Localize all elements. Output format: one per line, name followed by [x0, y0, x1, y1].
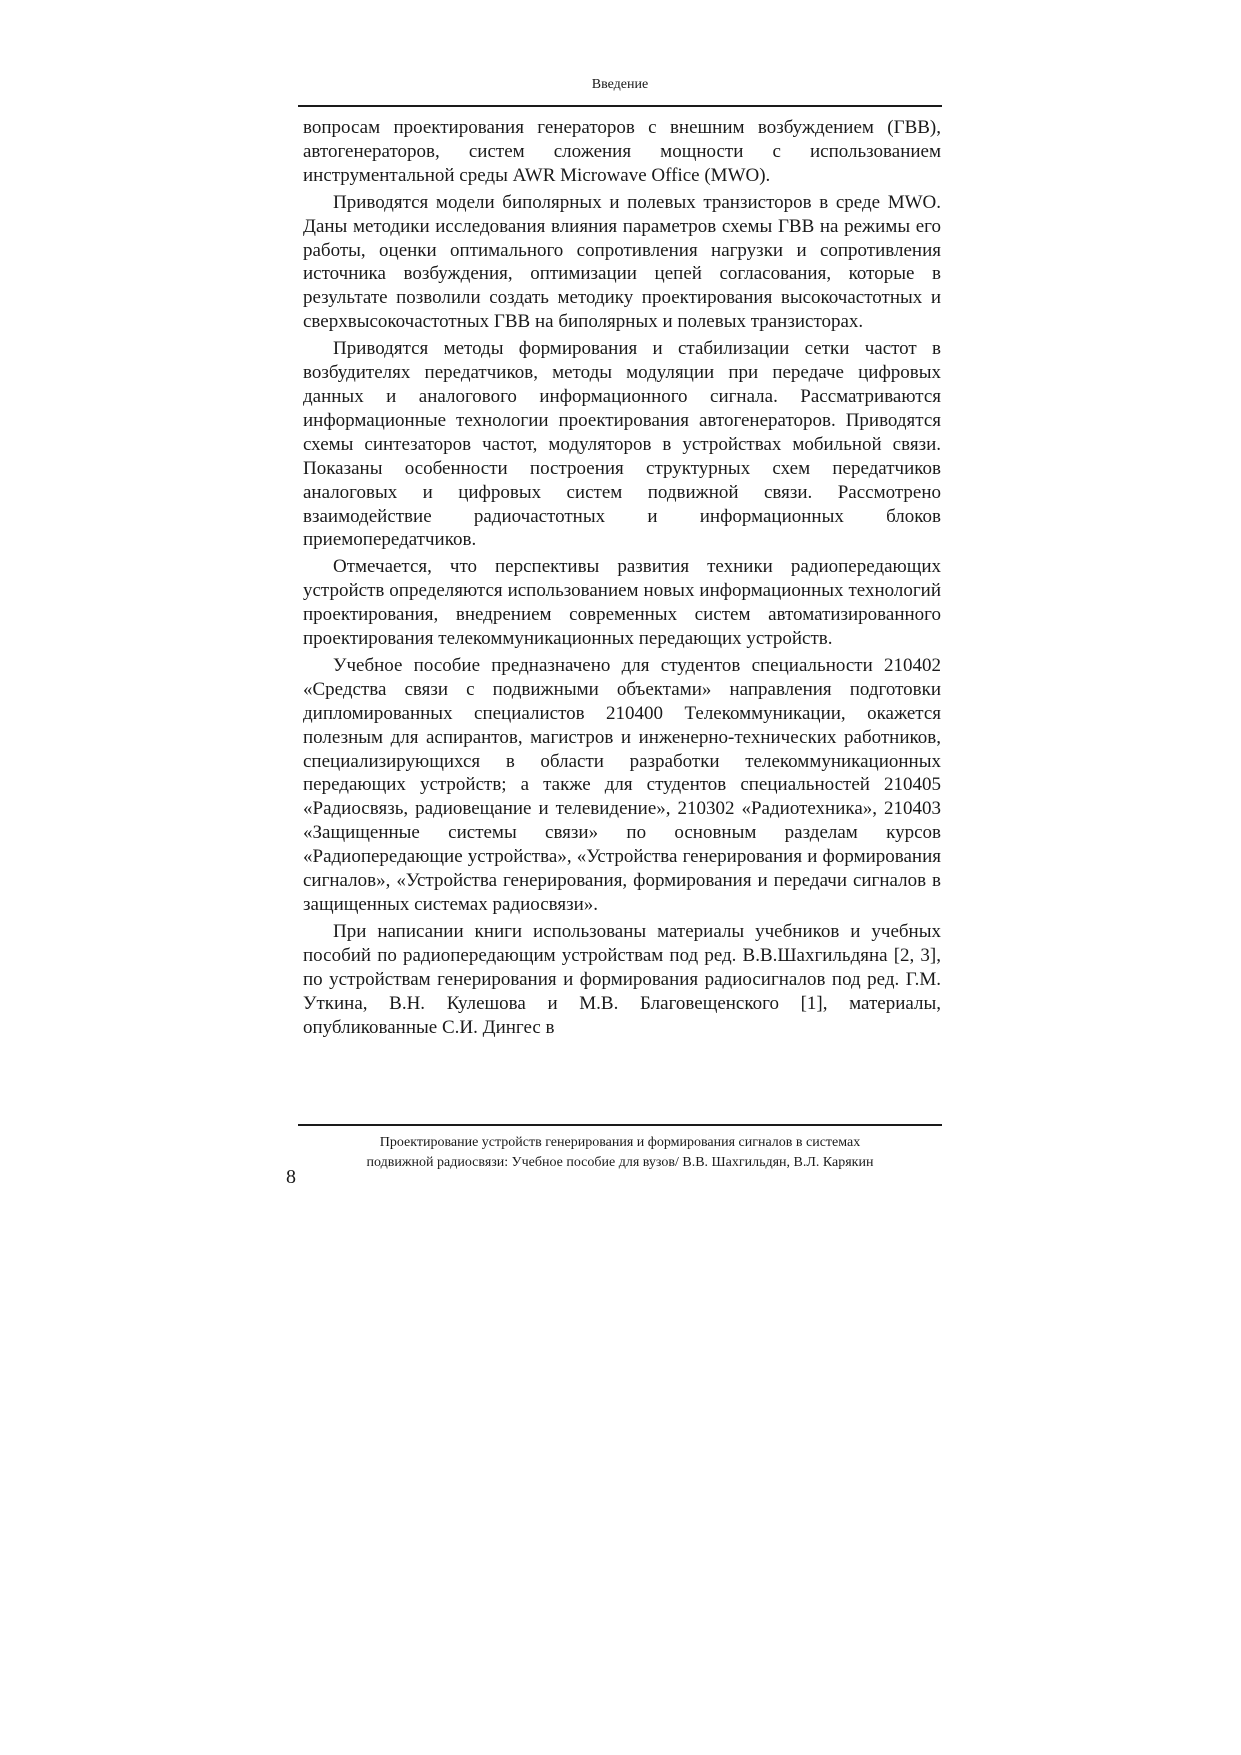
paragraph-5: Учебное пособие предназначено для студентов специальности 210402 «Средства связи с подвижными объектами» направления подготовки дипломированных специалистов 210400 Телекоммуникации, окажется полезным для аспирантов, магистров и инженерно-технических работников, специализирующихся в области разработки телекоммуникационных передающих устройств; а также для студентов специальностей 210405 «Радиосвязь, радиовещание и телевидение», 210302 «Радиотехника», 210403 «Защищенные системы связи» по основным разделам курсов «Радиопередающие устройства», «Устройства генерирования и формирования сигналов», «Устройства генерирования, формирования и передачи сигналов в защищенных системах радиосвязи». — [303, 654, 941, 915]
running-header-title: Введение — [591, 77, 649, 92]
paragraph-3: Приводятся методы формирования и стабилизации сетки частот в возбудителях передатчиков, методы модуляции при передаче цифровых данных и аналогового информационного сигнала. Рассматриваются информационные технологии проектирования автогенераторов. Приводятся схемы синтезаторов частот, модуляторов в устройствах мобильной связи. Показаны особенности построения структурных схем передатчиков аналоговых и цифровых систем подвижной связи. Рассмотрено взаимодействие радиочастотных и информационных блоков приемопередатчиков. — [303, 338, 941, 551]
paragraph-2: Приводятся модели биполярных и полевых транзисторов в среде MWO. Даны методики исследования влияния параметров схемы ГВВ на режимы его работы, оценки оптимального сопротивления нагрузки и сопротивления источника возбуждения, оптимизации цепей согласования, которые в результате позволили создать методику проектирования высокочастотных и сверхвысокочастотных ГВВ на биполярных и полевых транзисторах. — [303, 191, 941, 333]
footer-divider — [298, 1124, 942, 1126]
page-number: 8 — [286, 1166, 296, 1188]
paragraph-1: вопросам проектирования генераторов с внешним возбуждением (ГВВ), автогенераторов, систем сложения мощности с использованием инструментальной среды AWR Microwave Office (MWO). — [303, 117, 941, 186]
footer-citation-line-2: подвижной радиосвязи: Учебное пособие для вузов/ В.В. Шахгильдян, В.Л. Карякин — [366, 1155, 874, 1170]
header-divider — [298, 105, 942, 107]
footer-citation-line-1: Проектирование устройств генерирования и формирования сигналов в системах — [379, 1135, 861, 1150]
paragraph-4: Отмечается, что перспективы развития техники радиопередающих устройств определяются использованием новых информационных технологий проектирования, внедрением современных систем автоматизированного проектирования телекоммуникационных передающих устройств. — [303, 556, 941, 650]
paragraph-6: При написании книги использованы материалы учебников и учебных пособий по радиопередающим устройствам под ред. В.В.Шахгильдяна [2, 3], по устройствам генерирования и формирования радиосигналов под ред. Г.М. Уткина, В.Н. Кулешова и М.В. Благовещенского [1], материалы, опубликованные С.И. Дингес в — [303, 920, 941, 1038]
main-text — [303, 116, 941, 1042]
footer-citation — [300, 1133, 940, 1173]
